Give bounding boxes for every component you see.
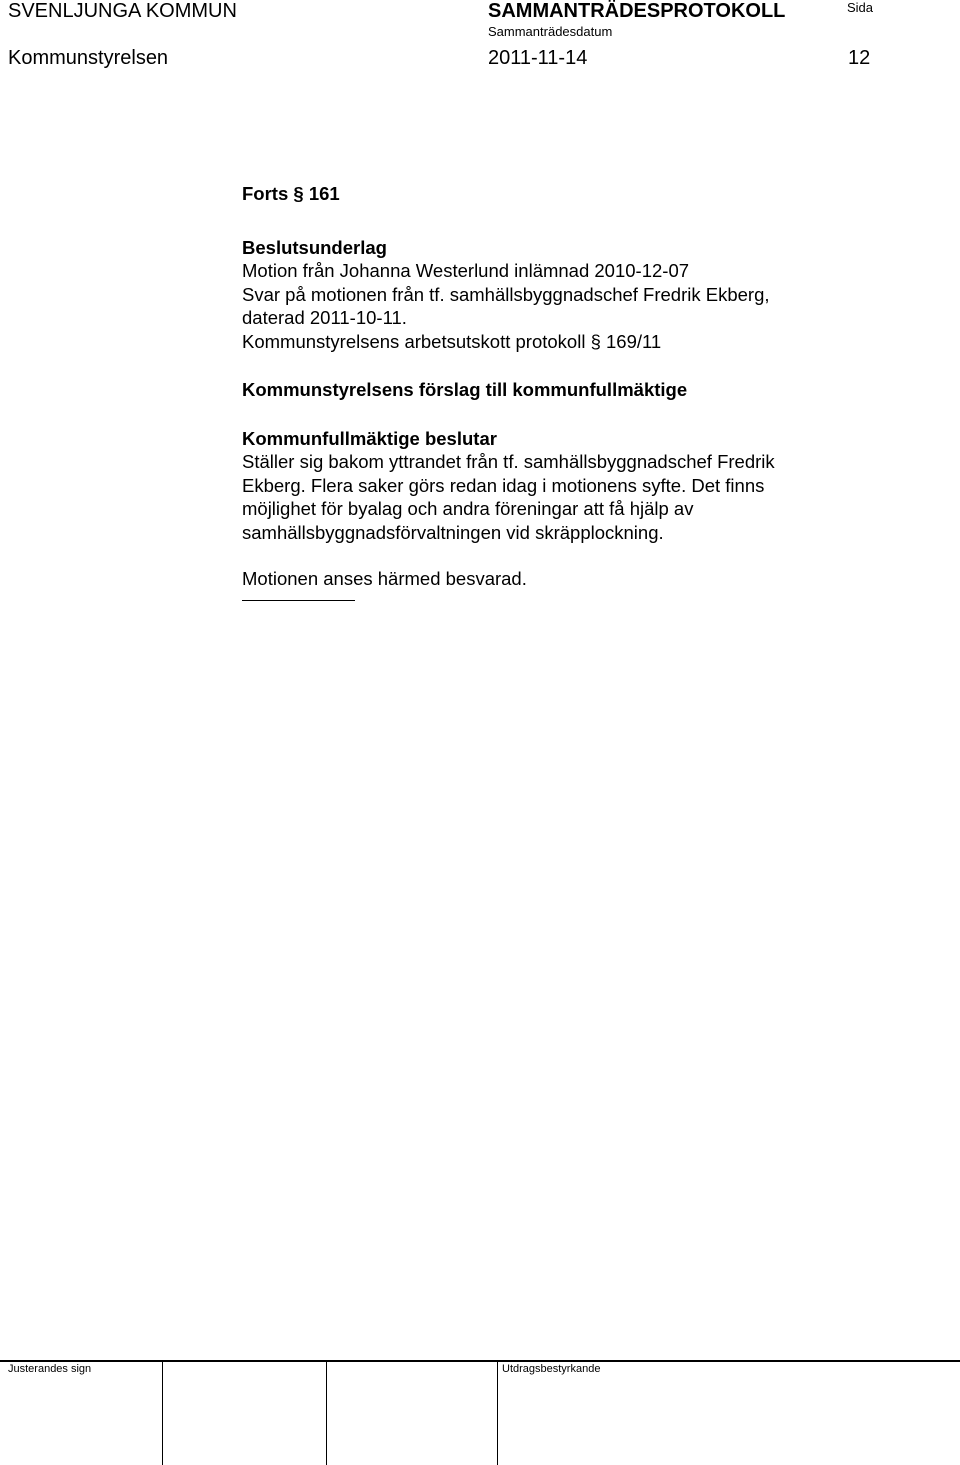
footer-divider [162, 1360, 163, 1465]
underlag-heading: Beslutsunderlag [242, 236, 387, 258]
decision-line: möjlighet för byalag och andra föreningar att få hjälp av [242, 498, 694, 519]
separator-line [242, 600, 355, 601]
section-reference: Forts § 161 [242, 183, 340, 204]
decision-heading: Kommunfullmäktige beslutar [242, 427, 497, 449]
page-label: Sida [847, 0, 874, 15]
proposal-heading: Kommunstyrelsens förslag till kommunfullmäktige [242, 379, 688, 400]
footer-top-rule [0, 1360, 960, 1362]
decision-line: samhällsbyggnadsförvaltningen vid skräpplockning. [242, 521, 664, 543]
document-type: SAMMANTRÄDESPROTOKOLL [488, 0, 786, 22]
page-number: 12 [848, 47, 871, 69]
municipality-name: SVENLJUNGA KOMMUN [8, 0, 237, 22]
underlag-line: Kommunstyrelsens arbetsutskott protokoll § 169/11 [242, 330, 662, 352]
governing-body: Kommunstyrelsen [8, 47, 169, 69]
date-label: Sammanträdesdatum [488, 24, 613, 39]
underlag-line: Svar på motionen från tf. samhällsbyggnadschef Fredrik Ekberg, [242, 283, 770, 305]
decision-line: Ekberg. Flera saker görs redan idag i motionens syfte. Det finns [242, 474, 765, 496]
adjuster-sign-label: Justerandes sign [8, 1363, 92, 1375]
conclusion: Motionen anses härmed besvarad. [242, 568, 527, 589]
footer-divider [497, 1360, 498, 1465]
underlag-line: daterad 2011-10-11. [242, 307, 407, 328]
document-body [242, 182, 862, 601]
meeting-date: 2011-11-14 [488, 47, 588, 69]
underlag-line: Motion från Johanna Westerlund inlämnad 2010-12-07 [242, 260, 690, 281]
footer-divider [326, 1360, 327, 1465]
decision-line: Ställer sig bakom yttrandet från tf. samhällsbyggnadschef Fredrik [242, 451, 775, 472]
footer-signature-table [0, 1360, 960, 1465]
extract-label: Utdragsbestyrkande [502, 1363, 601, 1375]
